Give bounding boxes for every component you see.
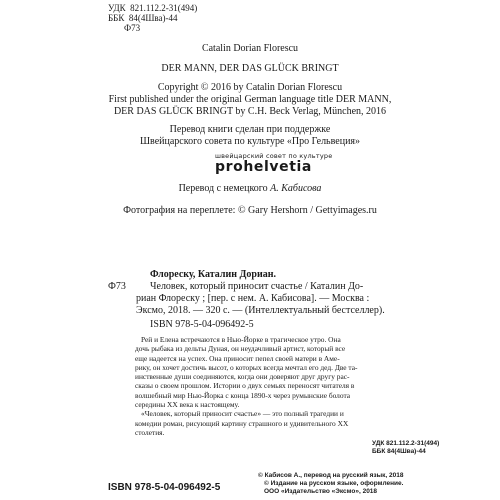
bbk-value: 84(4Шва)-44: [128, 13, 178, 23]
translator-prefix: Перевод с немецкого: [178, 183, 271, 194]
card-mark: Ф73: [108, 281, 126, 292]
udk-label: УДК: [108, 3, 126, 13]
card-description: [136, 281, 440, 317]
udk-repeat: УДК 821.112.2-31(494): [372, 440, 440, 447]
annotation: [135, 335, 435, 437]
card-codes-repeat: [372, 440, 439, 455]
description-line-2: риан Флореску ; [пер. с нем. А. Кабисова]. — Москва :: [136, 293, 370, 304]
copyright-publisher: ООО «Издательство «Эксмо», 2018: [264, 488, 378, 495]
annotation-line: дочь рыбака из дельты Дуная, он неудачливый артист, который все: [135, 344, 346, 354]
annotation-line: «Человек, который приносит счастье» — это полный трагедии и: [141, 409, 344, 419]
copyright-edition: © Издание на русском языке, оформление.: [264, 480, 404, 487]
original-author: Catalin Dorian Florescu: [201, 43, 299, 54]
bbk-label: ББК: [108, 13, 125, 23]
bbk-line: [108, 13, 197, 23]
prohelvetia-logo: [215, 153, 332, 174]
support-line-2: Швейцарского совета по культуре «Про Гельвеция»: [139, 136, 361, 147]
support-note: [80, 124, 420, 148]
annotation-line: инственные души соединяются, когда они доверяют друг другу рас-: [135, 372, 350, 382]
description-line-3: Эксмо, 2018. — 320 с. — (Интеллектуальный бестселлер).: [136, 305, 385, 316]
annotation-line: волшебный мир Нью-Йорка с конца 1890-х через румынские болота: [135, 390, 351, 400]
annotation-line: еще надеется на успех. Она приносит пепел своей матери в Аме-: [135, 353, 340, 363]
original-title: DER MANN, DER DAS GLÜCK BRINGT: [161, 63, 339, 74]
logo-subtitle: швейцарский совет по культуре: [215, 152, 333, 160]
description-line-1: Человек, который приносит счастье / Каталин До-: [150, 281, 364, 292]
copyright-translation: © Кабисов А., перевод на русский язык, 2018: [258, 472, 404, 479]
translator-line: [80, 183, 420, 195]
copyright-line-3: DER DAS GLÜCK BRINGT by C.H. Beck Verlag, München, 2016: [113, 106, 387, 117]
card-isbn: ISBN 978-5-04-096492-5: [150, 319, 254, 330]
copyright-block: [80, 82, 420, 118]
translator-name: А. Кабисова: [270, 183, 322, 194]
bibliographic-codes: [108, 3, 197, 33]
copyright-line-1: Copyright © 2016 by Catalin Dorian Florescu: [157, 82, 343, 93]
bbk-repeat: ББК 84(4Шва)-44: [372, 447, 426, 455]
annotation-line: середины XX века к настоящему.: [135, 400, 240, 410]
udk-line: [108, 3, 197, 13]
annotation-line: комедии роман, рисующий картину страшного и удивительного XX: [135, 418, 349, 428]
author-mark: Ф73: [124, 23, 141, 33]
footer-isbn: ISBN 978-5-04-096492-5: [108, 482, 221, 493]
logo-name: prohelvetia: [215, 159, 312, 175]
support-line-1: Перевод книги сделан при поддержке: [169, 124, 331, 135]
footer-copyrights: [258, 472, 404, 496]
copyright-line-2: First published under the original German language title DER MANN,: [108, 94, 392, 105]
udk-value: 821.112.2-31(494): [130, 3, 198, 13]
annotation-line: столетия.: [135, 427, 165, 437]
card-heading: Флореску, Каталин Дориан.: [150, 269, 276, 280]
annotation-line: Рей и Елена встречаются в Нью-Йорке в трагическое утро. Она: [141, 335, 341, 344]
annotation-line: сказы о своем прошлом. Истории о двух семьях переносят читателя в: [135, 381, 355, 391]
annotation-line: рику, он хочет достичь высот, о которых всегда мечтал его дед. Две та-: [135, 362, 358, 372]
cover-photo-credit: Фотография на переплете: © Gary Hershorn / Gettyimages.ru: [123, 205, 377, 216]
